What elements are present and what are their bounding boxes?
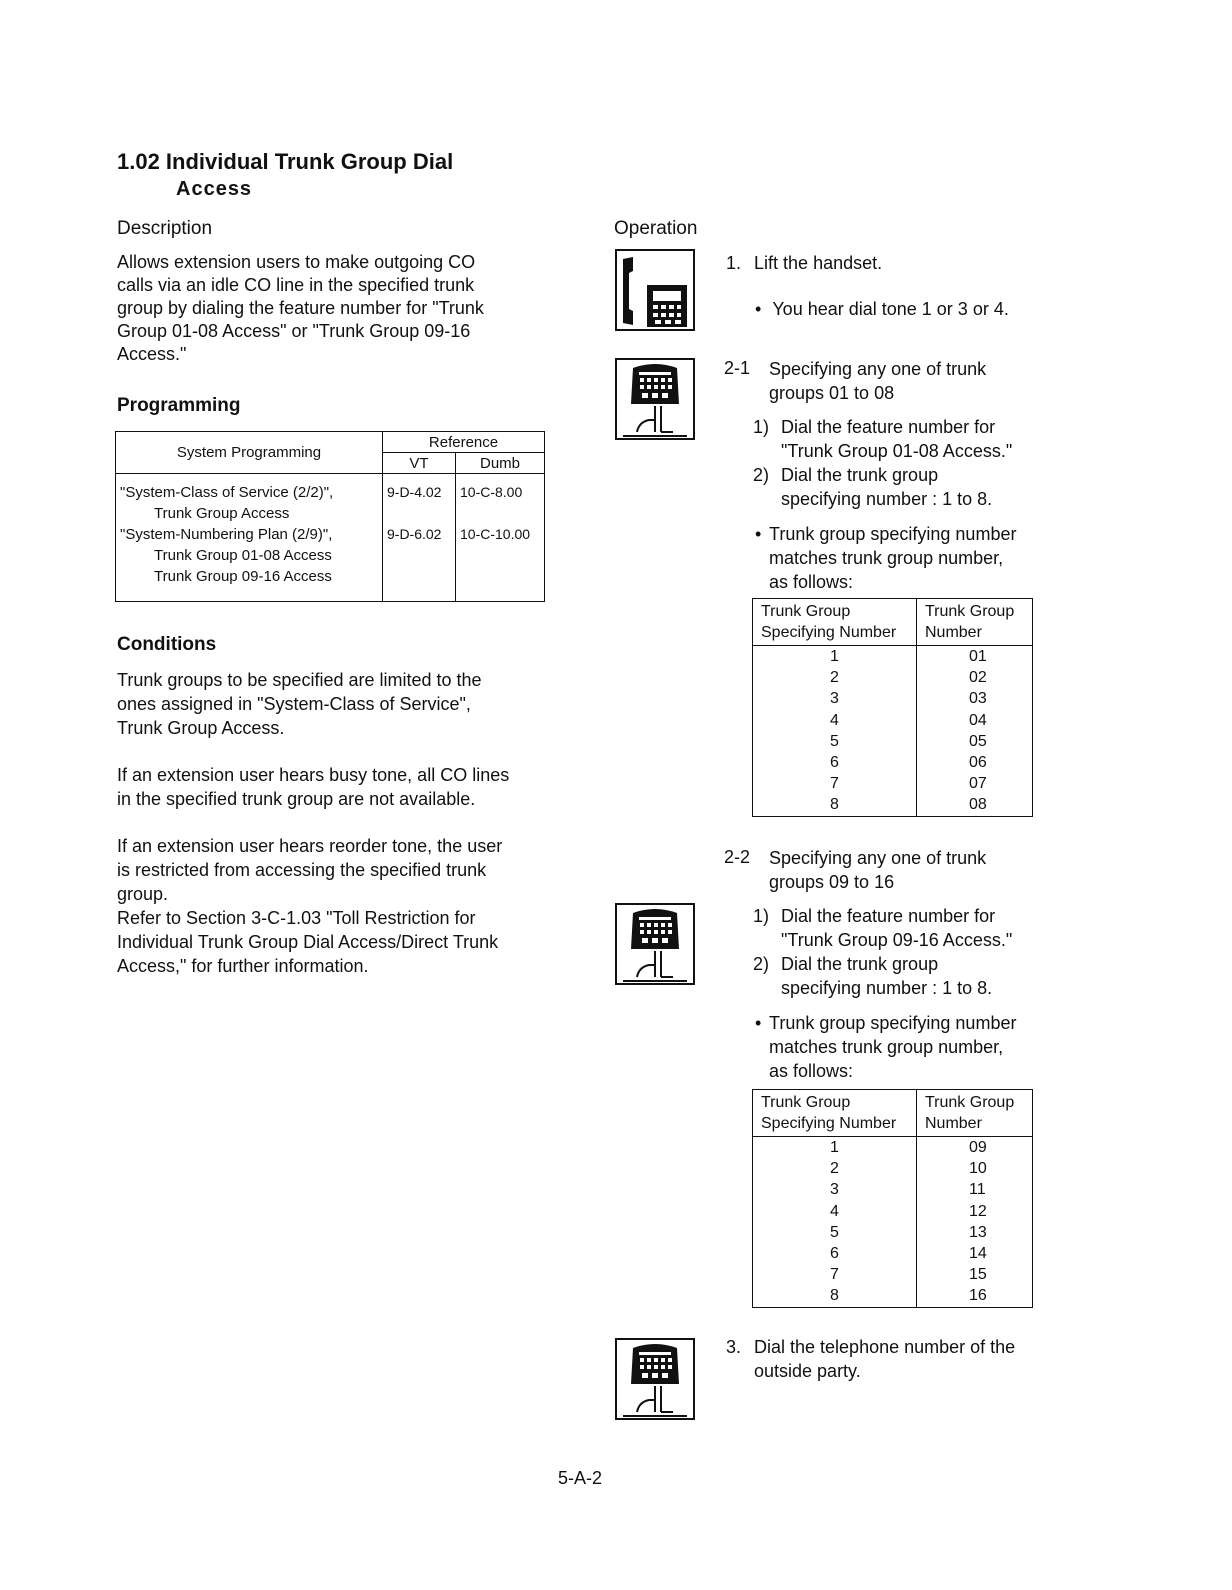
substep-line: Dial the feature number for	[781, 417, 996, 437]
substep-line: Dial the feature number for	[781, 906, 996, 926]
substep-line: "Trunk Group 01-08 Access."	[781, 441, 1013, 461]
specifying-number-cell: 3	[753, 1179, 917, 1200]
trunk-group-number-cell: 08	[917, 794, 1033, 816]
bullet-line: as follows:	[769, 572, 854, 592]
substep-number: 2)	[753, 465, 770, 485]
step-1	[726, 252, 882, 275]
trunk-group-number-cell: 02	[917, 667, 1033, 688]
page-number: 5-A-2	[558, 1468, 603, 1488]
substep-line: Dial the trunk group	[781, 954, 939, 974]
bullet-icon: •	[755, 524, 762, 544]
conditions-line: ones assigned in "System-Class of Service",	[117, 694, 471, 714]
row-sub: Trunk Group 01-08 Access	[154, 546, 332, 564]
bullet-line: matches trunk group number,	[769, 1037, 1004, 1057]
trunk-group-number-cell: 04	[917, 710, 1033, 731]
step-number: 1.	[726, 253, 742, 273]
header-specifying-number	[753, 599, 917, 646]
specifying-number-cell: 7	[753, 1264, 917, 1285]
specifying-number-cell: 1	[753, 646, 917, 668]
trunk-group-number-cell: 14	[917, 1243, 1033, 1264]
specifying-number-cell: 8	[753, 1285, 917, 1307]
trunk-mapping-table-01-08	[752, 598, 1033, 817]
specifying-number-cell: 2	[753, 667, 917, 688]
table-row	[753, 710, 1033, 731]
table-row	[753, 773, 1033, 794]
substep-line: specifying number : 1 to 8.	[781, 489, 993, 509]
conditions-line: in the specified trunk group are not available.	[117, 789, 476, 809]
substep-line: Dial the trunk group	[781, 465, 939, 485]
header-line: Specifying Number	[761, 1115, 897, 1132]
trunk-group-number-cell: 13	[917, 1222, 1033, 1243]
row-name: "System-Numbering Plan (2/9)",	[120, 525, 333, 543]
table-row	[753, 794, 1033, 816]
dial-keypad-icon	[615, 903, 695, 985]
table-row	[753, 1222, 1033, 1243]
description-line: group by dialing the feature number for "Trunk	[117, 298, 484, 318]
trunk-group-number-cell: 10	[917, 1158, 1033, 1179]
conditions-line: group.	[117, 884, 169, 904]
conditions-line: Trunk groups to be specified are limited to the	[117, 670, 482, 690]
specifying-number-cell: 4	[753, 1201, 917, 1222]
row-sub: Trunk Group Access	[154, 504, 290, 522]
conditions-paragraph	[117, 668, 482, 740]
specifying-number-cell: 8	[753, 794, 917, 816]
row-dumb-ref: 10-C-10.00	[456, 524, 545, 602]
trunk-group-number-cell: 01	[917, 646, 1033, 668]
trunk-group-number-cell: 03	[917, 688, 1033, 709]
col-system-programming: System Programming	[116, 432, 383, 474]
step-1-bullet	[755, 298, 1009, 321]
row-sub: Trunk Group 09-16 Access	[154, 567, 332, 585]
table-row	[753, 1137, 1033, 1159]
step-line: Specifying any one of trunk	[769, 848, 987, 868]
specifying-number-cell: 5	[753, 731, 917, 752]
substep-text	[781, 952, 992, 1000]
description-line: Access."	[117, 344, 187, 364]
specifying-number-cell: 3	[753, 688, 917, 709]
step-line: Dial the telephone number of the	[754, 1337, 1016, 1357]
bullet-text	[769, 1011, 1016, 1083]
specifying-number-cell: 2	[753, 1158, 917, 1179]
header-line: Trunk Group	[925, 603, 1015, 620]
step-2-2-text	[769, 846, 986, 894]
row-vt-ref: 9-D-4.02	[383, 482, 456, 524]
header-line: Trunk Group	[761, 603, 851, 620]
conditions-line: If an extension user hears busy tone, all CO lines	[117, 765, 510, 785]
substep-text	[781, 904, 1012, 952]
bullet-icon: •	[755, 299, 762, 319]
description-line: Allows extension users to make outgoing CO	[117, 252, 476, 272]
conditions-line: Trunk Group Access.	[117, 718, 285, 738]
row-dumb-ref: 10-C-8.00	[456, 482, 545, 524]
trunk-group-number-cell: 07	[917, 773, 1033, 794]
table-row	[753, 1179, 1033, 1200]
bullet-line: Trunk group specifying number	[769, 524, 1017, 544]
table-row	[753, 1201, 1033, 1222]
spacer-cell	[116, 474, 383, 482]
step-line: groups 01 to 08	[769, 383, 895, 403]
table-row	[753, 646, 1033, 668]
step-2-1-text	[769, 357, 986, 405]
trunk-group-number-cell: 05	[917, 731, 1033, 752]
programming-row	[116, 482, 383, 524]
bullet-text	[769, 522, 1016, 594]
programming-table	[115, 431, 545, 602]
substep-number: 1)	[753, 417, 770, 437]
header-specifying-number	[753, 1090, 917, 1137]
row-name: "System-Class of Service (2/2)",	[120, 483, 334, 501]
bullet-text: You hear dial tone 1 or 3 or 4.	[772, 299, 1009, 319]
step-line: groups 09 to 16	[769, 872, 895, 892]
programming-heading: Programming	[117, 395, 241, 416]
conditions-paragraph	[117, 763, 509, 811]
trunk-group-number-cell: 09	[917, 1137, 1033, 1159]
table-row	[753, 688, 1033, 709]
table-row	[753, 752, 1033, 773]
page-subtitle: Access	[176, 178, 253, 200]
header-line: Trunk Group	[761, 1094, 851, 1111]
programming-row	[116, 524, 383, 602]
specifying-number-cell: 7	[753, 773, 917, 794]
table-row	[753, 1158, 1033, 1179]
substep-line: specifying number : 1 to 8.	[781, 978, 993, 998]
description-line: calls via an idle CO line in the specified trunk	[117, 275, 475, 295]
substep-text	[781, 463, 992, 511]
conditions-line: Access," for further information.	[117, 956, 369, 976]
col-dumb: Dumb	[456, 453, 545, 474]
specifying-number-cell: 6	[753, 752, 917, 773]
description-heading: Description	[117, 218, 213, 239]
step-number: 2-1	[724, 358, 751, 378]
specifying-number-cell: 6	[753, 1243, 917, 1264]
operation-heading: Operation	[614, 218, 698, 239]
trunk-group-number-cell: 15	[917, 1264, 1033, 1285]
specifying-number-cell: 1	[753, 1137, 917, 1159]
table-row	[753, 1243, 1033, 1264]
dial-keypad-icon	[615, 358, 695, 440]
header-line: Number	[925, 1115, 982, 1132]
trunk-group-number-cell: 16	[917, 1285, 1033, 1307]
table-row	[753, 1285, 1033, 1307]
header-line: Specifying Number	[761, 624, 897, 641]
description-text	[117, 251, 484, 366]
step-line: Specifying any one of trunk	[769, 359, 987, 379]
conditions-line: is restricted from accessing the specified trunk	[117, 860, 487, 880]
description-line: Group 01-08 Access" or "Trunk Group 09-16	[117, 321, 471, 341]
page-title: 1.02 Individual Trunk Group Dial	[117, 149, 454, 174]
conditions-line: If an extension user hears reorder tone, the user	[117, 836, 503, 856]
table-row	[753, 667, 1033, 688]
bullet-line: matches trunk group number,	[769, 548, 1004, 568]
step-3-text	[754, 1335, 1015, 1383]
header-line: Number	[925, 624, 982, 641]
conditions-line: Refer to Section 3-C-1.03 "Toll Restriction for	[117, 908, 476, 928]
handset-lift-icon	[615, 249, 695, 331]
spacer-cell	[456, 474, 545, 482]
row-vt-ref: 9-D-6.02	[383, 524, 456, 602]
trunk-group-number-cell: 12	[917, 1201, 1033, 1222]
step-number: 2-2	[724, 847, 751, 867]
step-number: 3.	[726, 1337, 742, 1357]
col-vt: VT	[383, 453, 456, 474]
table-row	[753, 1264, 1033, 1285]
header-trunk-group-number	[917, 599, 1033, 646]
step-text: Lift the handset.	[754, 253, 883, 273]
spacer-cell	[383, 474, 456, 482]
bullet-line: Trunk group specifying number	[769, 1013, 1017, 1033]
trunk-mapping-table-09-16	[752, 1089, 1033, 1308]
conditions-heading: Conditions	[117, 634, 217, 655]
specifying-number-cell: 5	[753, 1222, 917, 1243]
substep-number: 2)	[753, 954, 770, 974]
bullet-line: as follows:	[769, 1061, 854, 1081]
substep-text	[781, 415, 1012, 463]
header-trunk-group-number	[917, 1090, 1033, 1137]
table-row	[753, 731, 1033, 752]
trunk-group-number-cell: 06	[917, 752, 1033, 773]
conditions-paragraph	[117, 834, 502, 978]
dial-keypad-icon	[615, 1338, 695, 1420]
conditions-line: Individual Trunk Group Dial Access/Direct Trunk	[117, 932, 499, 952]
step-line: outside party.	[754, 1361, 861, 1381]
header-line: Trunk Group	[925, 1094, 1015, 1111]
specifying-number-cell: 4	[753, 710, 917, 731]
bullet-icon: •	[755, 1013, 762, 1033]
substep-line: "Trunk Group 09-16 Access."	[781, 930, 1013, 950]
col-reference: Reference	[383, 432, 545, 453]
substep-number: 1)	[753, 906, 770, 926]
trunk-group-number-cell: 11	[917, 1179, 1033, 1200]
